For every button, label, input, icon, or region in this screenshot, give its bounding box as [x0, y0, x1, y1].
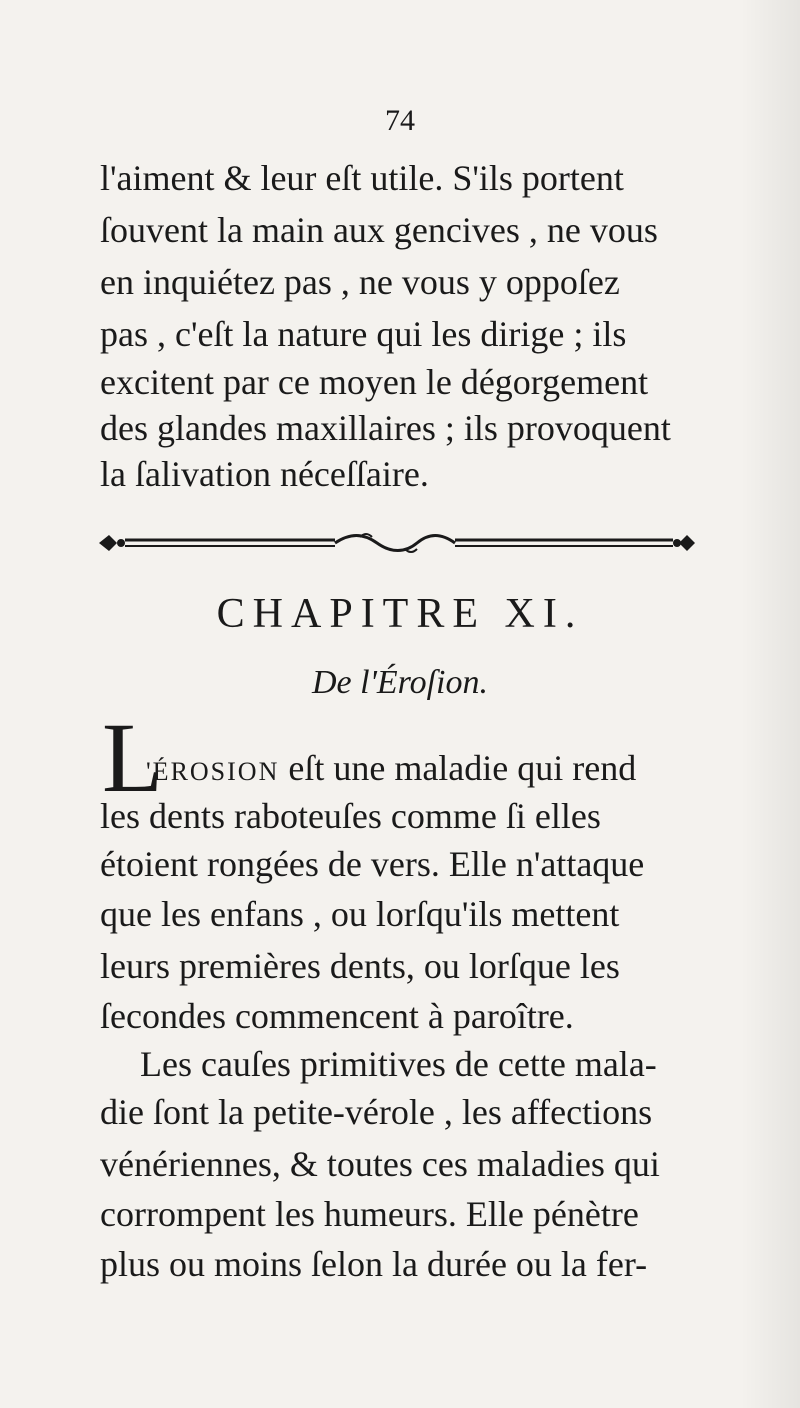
- text-line: l'aiment & leur eſt utile. S'ils portent: [100, 158, 624, 198]
- text-line: les dents raboteuſes comme ſi elles: [100, 796, 601, 836]
- page-number: 74: [385, 104, 415, 137]
- text-line: que les enfans , ou lorſqu'ils mettent: [100, 894, 620, 934]
- text-line: die ſont la petite-vérole , les affections: [100, 1092, 653, 1132]
- text-line: pas , c'eſt la nature qui les dirige ; ils: [100, 314, 627, 354]
- text-line: excitent par ce moyen le dégorgement: [100, 362, 649, 402]
- page-edge-shadow: [740, 0, 800, 1408]
- text-line: vénériennes, & toutes ces maladies qui: [100, 1144, 660, 1184]
- text-line: [146, 744, 706, 796]
- text-line: en inquiétez pas , ne vous y oppoſez: [100, 262, 620, 302]
- text-line: corrompent les humeurs. Elle pénètre: [100, 1194, 639, 1234]
- text-line: étoient rongées de vers. Elle n'attaque: [100, 844, 645, 884]
- text-line: leurs premières dents, ou lorſque les: [100, 946, 620, 986]
- smallcaps-lead: 'ÉROSION: [146, 757, 280, 786]
- text-line: la ſalivation néceſſaire.: [100, 454, 429, 494]
- chapter-title: CHAPITRE XI.: [216, 591, 584, 637]
- text-line: plus ou moins ſelon la durée ou la fer-: [100, 1244, 648, 1284]
- text-line: des glandes maxillaires ; ils provoquent: [100, 408, 671, 448]
- text-line: ſouvent la main aux gencives , ne vous: [100, 210, 658, 250]
- text-line: ſecondes commencent à paroître.: [100, 996, 574, 1036]
- ornamental-rule: [95, 525, 700, 561]
- text-fragment: eſt une maladie qui rend: [279, 748, 637, 788]
- drop-cap: L: [102, 702, 164, 813]
- chapter-subtitle: De l'Éroſion.: [312, 664, 488, 701]
- text-line: Les cauſes primitives de cette mala-: [140, 1044, 657, 1084]
